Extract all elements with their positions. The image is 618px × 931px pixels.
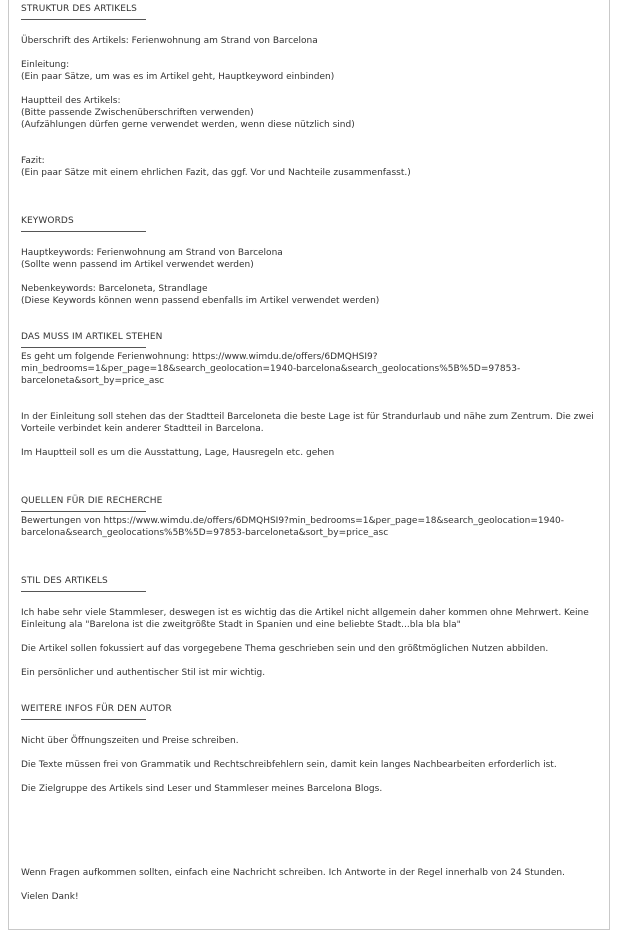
muss-einleitung-line-2: Vorteile verbindet kein anderer Stadtteil in Barcelona.: [21, 424, 264, 434]
weitere-p1: Nicht über Öffnungszeiten und Preise schreiben.: [21, 736, 239, 746]
dank-line: Vielen Dank!: [21, 892, 79, 902]
quellen-line-2: barcelona&search_geolocations%5B%5D=97853-barceloneta&sort_by=price_asc: [21, 528, 389, 538]
muss-hauptteil-line: Im Hauptteil soll es um die Ausstattung, Lage, Hausregeln etc. gehen: [21, 448, 335, 458]
fazit-label: Fazit:: [21, 156, 45, 166]
hauptteil-label: Hauptteil des Artikels:: [21, 96, 121, 106]
hauptteil-text-2: (Aufzählungen dürfen gerne verwendet werden, wenn diese nützlich sind): [21, 120, 355, 130]
section-heading-muss: DAS MUSS IM ARTIKEL STEHEN: [21, 332, 163, 342]
quellen-line-1: Bewertungen von https://www.wimdu.de/offers/6DMQHSI9?min_bedrooms=1&per_page=18&search_geolocation=1940-: [21, 516, 565, 526]
stil-p2: Die Artikel sollen fokussiert auf das vorgegebene Thema geschrieben sein und den größtmöglichen Nutzen abbilden.: [21, 644, 549, 654]
fazit-text: (Ein paar Sätze mit einem ehrlichen Fazit, das ggf. Vor und Nachteile zusammenfasst.): [21, 168, 411, 178]
stil-p3: Ein persönlicher und authentischer Stil ist mir wichtig.: [21, 668, 266, 678]
article-title-line: Überschrift des Artikels: Ferienwohnung am Strand von Barcelona: [21, 36, 318, 46]
einleitung-text: (Ein paar Sätze, um was es im Artikel geht, Hauptkeyword einbinden): [21, 72, 335, 82]
heading-underline: [21, 511, 146, 512]
nebenkeywords-note: (Diese Keywords können wenn passend ebenfalls im Artikel verwendet werden): [21, 296, 380, 306]
einleitung-label: Einleitung:: [21, 60, 70, 70]
fragen-line: Wenn Fragen aufkommen sollten, einfach eine Nachricht schreiben. Ich Antworte in der Regel innerhalb von 24 Stunden.: [21, 868, 565, 878]
heading-underline: [21, 347, 146, 348]
article-brief: [21, 3, 606, 903]
section-heading-stil: STIL DES ARTIKELS: [21, 576, 108, 586]
weitere-p2: Die Texte müssen frei von Grammatik und Rechtschreibfehlern sein, damit kein langes Nachbearbeiten erforderlich ist.: [21, 760, 557, 770]
hauptkeywords-line: Hauptkeywords: Ferienwohnung am Strand von Barcelona: [21, 248, 283, 258]
section-heading-weitere: WEITERE INFOS FÜR DEN AUTOR: [21, 704, 172, 714]
section-heading-struktur: STRUKTUR DES ARTIKELS: [21, 4, 137, 14]
muss-einleitung-line-1: In der Einleitung soll stehen das der Stadtteil Barceloneta die beste Lage ist für Strandurlaub und nähe zum Zentrum. Die zwei: [21, 412, 594, 422]
hauptkeywords-note: (Sollte wenn passend im Artikel verwendet werden): [21, 260, 254, 270]
offer-url-line-3: barceloneta&sort_by=price_asc: [21, 376, 165, 386]
nebenkeywords-line: Nebenkeywords: Barceloneta, Strandlage: [21, 284, 208, 294]
section-heading-quellen: QUELLEN FÜR DIE RECHERCHE: [21, 496, 163, 506]
stil-p1-line-2: Einleitung ala "Barelona ist die zweitgrößte Stadt in Spanien und eine beliebte Stadt...bla bla bla": [21, 620, 461, 630]
section-heading-keywords: KEYWORDS: [21, 216, 74, 226]
hauptteil-text-1: (Bitte passende Zwischenüberschriften verwenden): [21, 108, 254, 118]
stil-p1-line-1: Ich habe sehr viele Stammleser, deswegen ist es wichtig das die Artikel nicht allgemein daher kommen ohne Mehrwert. Keine: [21, 608, 589, 618]
offer-url-line-2: min_bedrooms=1&per_page=18&search_geolocation=1940-barcelona&search_geolocations%5B%5D=97853-: [21, 364, 521, 374]
offer-url-line-1: Es geht um folgende Ferienwohnung: https://www.wimdu.de/offers/6DMQHSI9?: [21, 352, 378, 362]
weitere-p3: Die Zielgruppe des Artikels sind Leser und Stammleser meines Barcelona Blogs.: [21, 784, 383, 794]
